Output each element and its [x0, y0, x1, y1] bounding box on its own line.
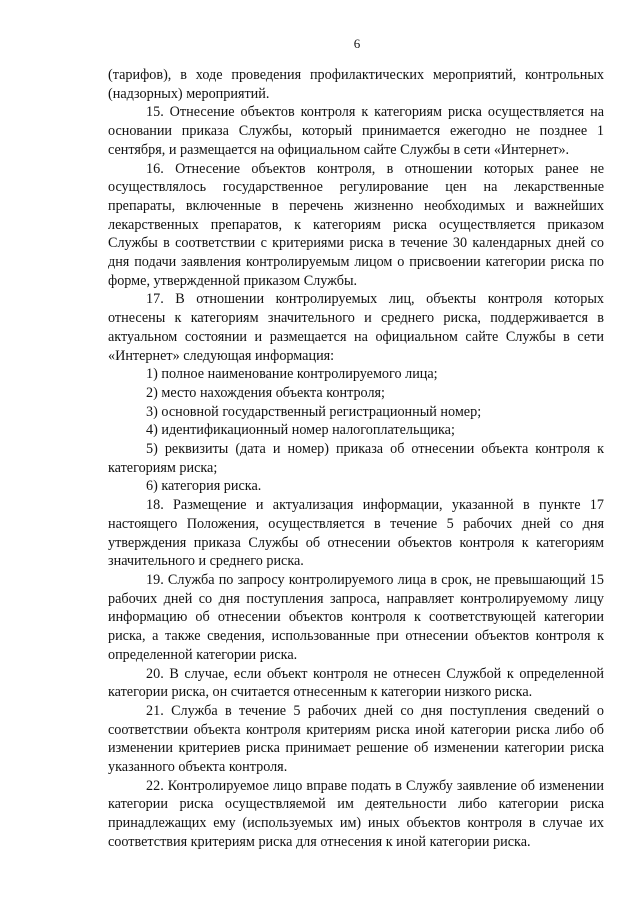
list-item-6: 6) категория риска.	[146, 478, 262, 495]
list-item-3: 3) основной государственный регистрационный номер;	[146, 403, 482, 420]
paragraph-16: 16. Отнесение объектов контроля, в отношении которых ранее не осуществлялось государственное регулирование цен на лекарственные препараты, включенные в перечень жизненно необходимых и важнейших лекарственных препаратов, к категориям риска осуществляется приказом Службы в соответствии с критериями риска в течение 30 календарных дней со дня подачи заявления контролируемым лицом о присвоении категории риска по форме, утвержденной приказом Службы.	[108, 160, 604, 289]
list-item-2: 2) место нахождения объекта контроля;	[146, 384, 385, 401]
paragraph-22: 22. Контролируемое лицо вправе подать в Службу заявление об изменении категории риска осуществляемой им деятельности либо категории риска принадлежащих ему (используемых им) иных объектов контроля в случае их соответствия критериям риска для отнесения к иной категории риска.	[108, 777, 604, 850]
list-item-1: 1) полное наименование контролируемого лица;	[146, 366, 438, 383]
paragraph-15: 15. Отнесение объектов контроля к категориям риска осуществляется на основании приказа Службы, который принимается ежегодно не позднее 1 сентября, и размещается на официальном сайте Службы в сети «Интернет».	[108, 104, 604, 158]
page-number: 6	[353, 36, 361, 51]
paragraph-20: 20. В случае, если объект контроля не отнесен Службой к определенной категории риска, он считается отнесенным к категории низкого риска.	[108, 665, 604, 701]
paragraph-continuation: (тарифов), в ходе проведения профилактических мероприятий, контрольных (надзорных) мероприятий.	[108, 67, 604, 102]
paragraph-17: 17. В отношении контролируемых лиц, объекты контроля которых отнесены к категориям значительного и среднего риска, поддерживается в актуальном состоянии и размещается на официальном сайте Службы в сети «Интернет» следующая информация:	[108, 291, 604, 364]
list-item-5: 5) реквизиты (дата и номер) приказа об отнесении объекта контроля к категориям риска;	[108, 441, 604, 476]
paragraph-19: 19. Служба по запросу контролируемого лица в срок, не превышающий 15 рабочих дней со дня поступления запроса, направляет контролируемому лицу информацию об отнесении объектов контроля к соответствующей категории риска, а также сведения, использованные при отнесении объектов контроля к определенной категории риска.	[108, 571, 604, 663]
paragraph-21: 21. Служба в течение 5 рабочих дней со дня поступления сведений о соответствии объекта контроля критериям риска иной категории риска либо об изменении критериев риска принимает решение об изменении категории риска указанного объекта контроля.	[108, 702, 604, 776]
paragraph-18: 18. Размещение и актуализация информации, указанной в пункте 17 настоящего Положения, осуществляется в течение 5 рабочих дней со дня утверждения приказа Службы об отнесении объектов контроля к категориям значительного и среднего риска.	[108, 497, 604, 570]
document-body	[108, 66, 604, 852]
list-item-4: 4) идентификационный номер налогоплательщика;	[146, 422, 455, 439]
